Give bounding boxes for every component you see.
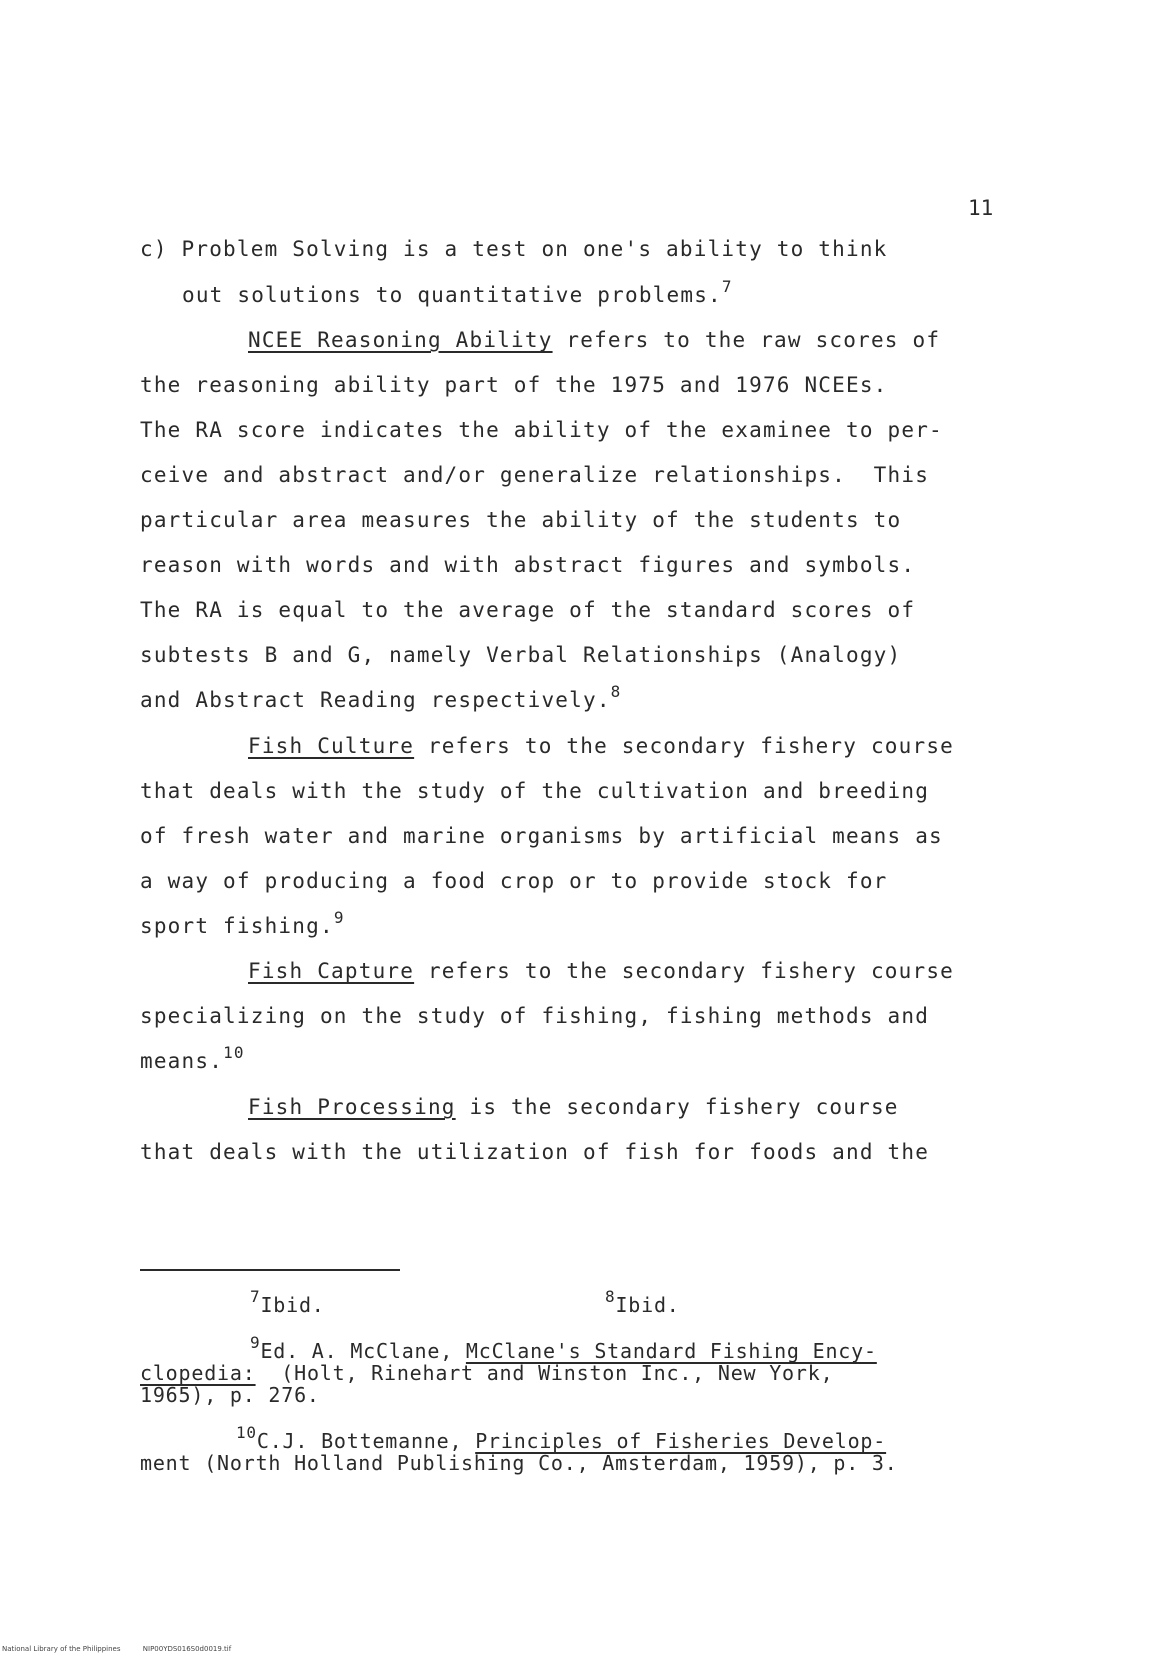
page-number: 11 bbox=[968, 196, 994, 220]
body-line: and Abstract Reading respectively.$^8$ bbox=[140, 682, 622, 712]
footnote-rule bbox=[140, 1269, 400, 1271]
body-line: The RA is equal to the average of the standard scores of bbox=[140, 598, 916, 622]
body-line: NCEE Reasoning Ability refers to the raw scores of bbox=[248, 328, 941, 352]
body-line: The RA score indicates the ability of the examinee to per- bbox=[140, 418, 943, 442]
body-line: that deals with the utilization of fish for foods and the bbox=[140, 1140, 930, 1164]
body-line: out solutions to quantitative problems.$^7$ bbox=[182, 277, 733, 307]
body-line: sport fishing.$^9$ bbox=[140, 908, 345, 938]
term-fish-processing: Fish Processing bbox=[248, 1095, 456, 1119]
footnote-ref: 7 bbox=[721, 277, 733, 296]
body-line: Fish Capture refers to the secondary fishery course bbox=[248, 959, 955, 983]
body-line: reason with words and with abstract figures and symbols. bbox=[140, 553, 916, 577]
body-line: that deals with the study of the cultivation and breeding bbox=[140, 779, 930, 803]
scan-footer bbox=[2, 1645, 231, 1653]
body-line: means.$^{10}$ bbox=[140, 1043, 245, 1073]
footer-filename: NIP00YDS016S0d0019.tif bbox=[142, 1645, 232, 1653]
footer-library: National Library of the Philippines bbox=[2, 1645, 121, 1653]
term-ncee-reasoning-ability: NCEE Reasoning Ability bbox=[248, 328, 553, 352]
footnote-9-cont: 1965), p. 276. bbox=[140, 1383, 320, 1407]
footnote-7: $^7$Ibid. bbox=[250, 1287, 325, 1317]
footnote-9-cont: clopedia: (Holt, Rinehart and Winston Inc., New York, bbox=[140, 1361, 834, 1385]
body-line: a way of producing a food crop or to provide stock for bbox=[140, 869, 888, 893]
footnote-10-cont: ment (North Holland Publishing Co., Amsterdam, 1959), p. 3. bbox=[140, 1451, 898, 1475]
footnote-10: $^{10}$C.J. Bottemanne, Principles of Fisheries Develop- bbox=[236, 1423, 887, 1453]
body-line: Fish Culture refers to the secondary fishery course bbox=[248, 734, 955, 758]
body-line: of fresh water and marine organisms by artificial means as bbox=[140, 824, 943, 848]
term-fish-capture: Fish Capture bbox=[248, 959, 415, 983]
footnote-8: $^8$Ibid. bbox=[605, 1287, 680, 1317]
body-line: c) Problem Solving is a test on one's ability to think bbox=[140, 237, 888, 261]
footnote-ref: 9 bbox=[333, 908, 345, 927]
body-line: subtests B and G, namely Verbal Relationships (Analogy) bbox=[140, 643, 902, 667]
footnote-ref: 10 bbox=[223, 1043, 245, 1062]
footnote-9: $^9$Ed. A. McClane, McClane's Standard Fishing Ency- bbox=[250, 1333, 877, 1363]
body-line: particular area measures the ability of the students to bbox=[140, 508, 902, 532]
body-line: Fish Processing is the secondary fishery course bbox=[248, 1095, 899, 1119]
body-line: the reasoning ability part of the 1975 and 1976 NCEEs. bbox=[140, 373, 888, 397]
body-line: ceive and abstract and/or generalize relationships. This bbox=[140, 463, 930, 487]
term-fish-culture: Fish Culture bbox=[248, 734, 415, 758]
footnote-ref: 8 bbox=[610, 682, 622, 701]
body-line: specializing on the study of fishing, fishing methods and bbox=[140, 1004, 930, 1028]
